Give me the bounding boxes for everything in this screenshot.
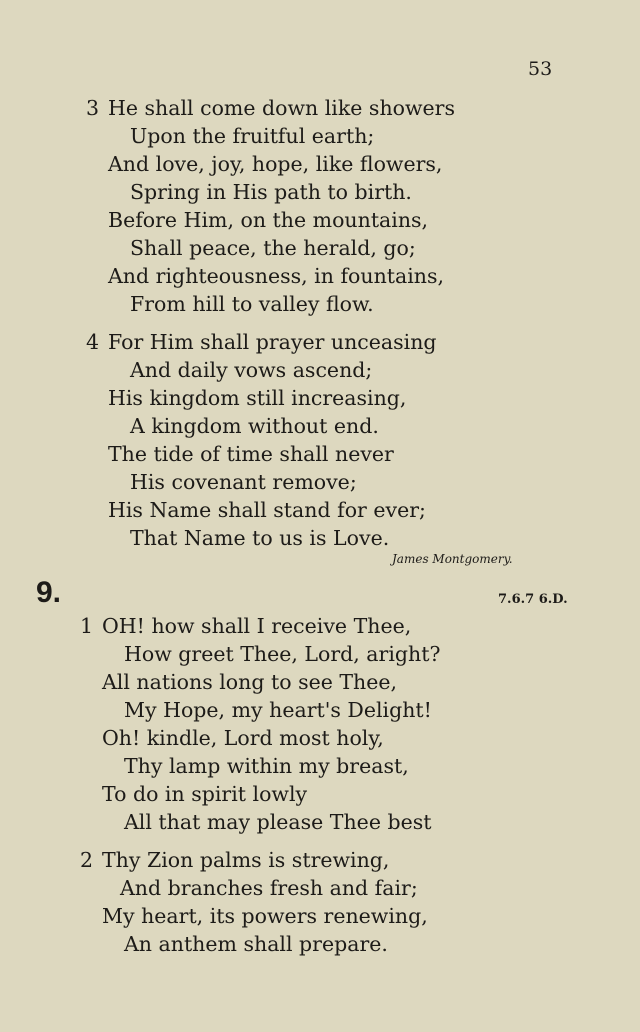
verse-line: He shall come down like showers: [108, 96, 455, 120]
verse-line: That Name to us is Love.: [130, 526, 390, 550]
hymn-meter: 7.6.7 6.D.: [498, 592, 568, 607]
stanza-number: 4: [86, 330, 100, 354]
verse-line: My Hope, my heart's Delight!: [124, 698, 432, 722]
verse-line: All that may please Thee best: [124, 810, 432, 834]
hymn-author: James Montgomery.: [392, 552, 513, 566]
verse-line: Before Him, on the mountains,: [108, 208, 429, 232]
verse-line: Spring in His path to birth.: [130, 180, 412, 204]
verse-line: How greet Thee, Lord, aright?: [124, 642, 441, 666]
verse-line: And righteousness, in fountains,: [108, 264, 445, 288]
page-number: 53: [528, 58, 553, 80]
verse-line: His Name shall stand for ever;: [108, 498, 426, 522]
verse-line: Upon the fruitful earth;: [130, 124, 375, 148]
verse-line: His covenant remove;: [130, 470, 357, 494]
verse-line: And love, joy, hope, like flowers,: [108, 152, 443, 176]
verse-line: Shall peace, the herald, go;: [130, 236, 416, 260]
verse-line: To do in spirit lowly: [102, 782, 308, 806]
verse-line: From hill to valley flow.: [130, 292, 374, 316]
verse-line: The tide of time shall never: [108, 442, 394, 466]
verse-line: Thy lamp within my breast,: [124, 754, 409, 778]
verse-line: For Him shall prayer unceasing: [108, 330, 437, 354]
verse-line: And branches fresh and fair;: [120, 876, 418, 900]
stanza-number: 2: [80, 848, 94, 872]
verse-line: Oh! kindle, Lord most holy,: [102, 726, 384, 750]
stanza-number: 3: [86, 96, 100, 120]
verse-line: Thy Zion palms is strewing,: [102, 848, 390, 872]
verse-line: All nations long to see Thee,: [102, 670, 398, 694]
stanza-number: 1: [80, 614, 94, 638]
verse-line: His kingdom still increasing,: [108, 386, 407, 410]
hymn-number: 9.: [36, 576, 62, 609]
verse-line: OH! how shall I receive Thee,: [102, 614, 412, 638]
verse-line: A kingdom without end.: [130, 414, 379, 438]
verse-line: And daily vows ascend;: [130, 358, 373, 382]
verse-line: My heart, its powers renewing,: [102, 904, 428, 928]
verse-line: An anthem shall prepare.: [124, 932, 388, 956]
